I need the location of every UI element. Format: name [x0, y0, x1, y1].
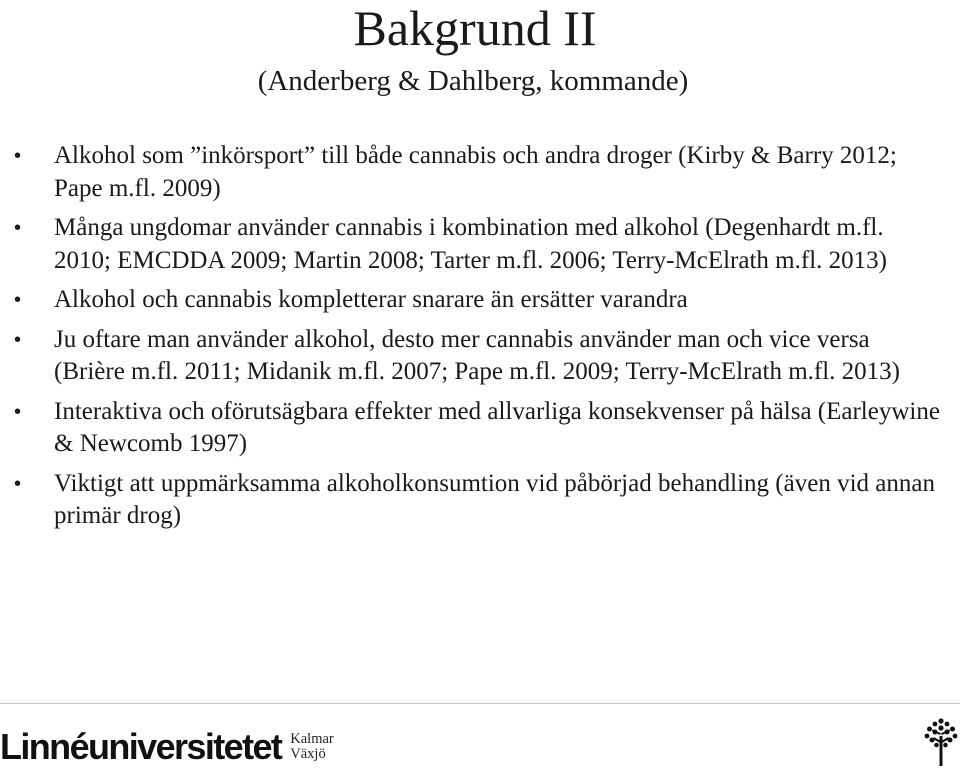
logo-wordmark: Linnéuniversitetet: [0, 726, 282, 767]
bullet-text: Ju oftare man använder alkohol, desto mer cannabis använder man och vice versa (Brière m.fl. 2011; Midanik m.fl. 2007; Pape m.fl. 2009; Terry-McElrath m.fl. 2013): [54, 325, 901, 385]
bullet-marker: •: [14, 472, 22, 495]
campus-kalmar: Kalmar: [290, 731, 334, 747]
bullet-marker: •: [14, 145, 22, 167]
bullet-item: [0, 212, 960, 277]
slide-subtitle: (Anderberg & Dahlberg, kommande): [257, 65, 689, 97]
bullet-text: Alkohol som ”inkörsport” till både cannabis och andra droger (Kirby & Barry 2012; Pape m.fl. 2009): [54, 142, 897, 202]
bullet-list: [0, 140, 960, 540]
bullet-item: [0, 324, 960, 389]
bullet-item: [0, 396, 960, 461]
bullet-item: [0, 140, 960, 205]
slide-title: Bakgrund II: [353, 0, 597, 56]
university-logo: [0, 727, 334, 767]
bullet-text: Många ungdomar använder cannabis i kombination med alkohol (Degenhardt m.fl. 2010; EMCDDA 2009; Martin 2008; Tarter m.fl. 2006; Terry-McElrath m.fl. 2013): [54, 214, 887, 274]
bullet-item: [0, 284, 960, 317]
bullet-text: Viktigt att uppmärksamma alkoholkonsumtion vid påbörjad behandling (även vid annan primär drog): [54, 469, 935, 529]
footer-divider: [0, 703, 960, 704]
tree-icon: [924, 718, 958, 766]
bullet-marker: •: [14, 289, 22, 311]
bullet-item: [0, 468, 960, 533]
bullet-text: Alkohol och cannabis kompletterar snarare än ersätter varandra: [54, 286, 688, 313]
bullet-marker: •: [14, 328, 22, 351]
bullet-marker: •: [14, 400, 22, 423]
bullet-marker: •: [14, 217, 22, 239]
bullet-text: Interaktiva och oförutsägbara effekter med allvarliga konsekvenser på hälsa (Earleywine & Newcomb 1997): [54, 397, 940, 457]
campus-vaxjo: Växjö: [290, 746, 326, 762]
campus-names: [290, 732, 333, 762]
